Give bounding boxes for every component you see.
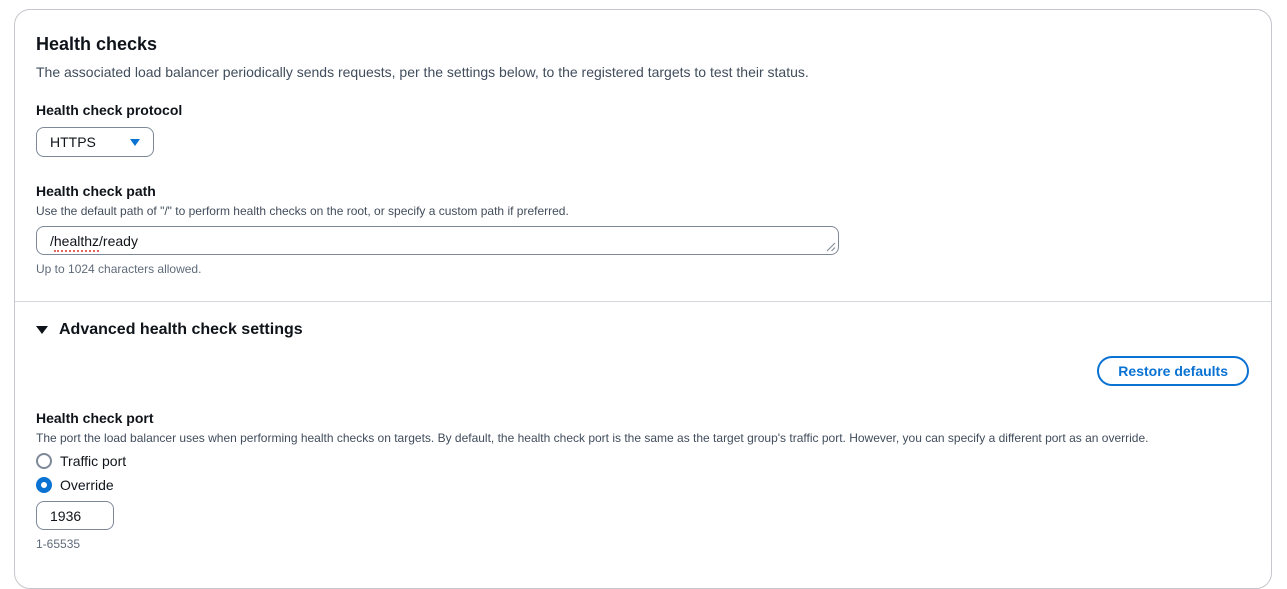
advanced-settings-section bbox=[15, 302, 1271, 572]
resize-grip-icon[interactable] bbox=[826, 242, 836, 252]
port-radio-group bbox=[36, 453, 1250, 493]
actions-row bbox=[36, 356, 1250, 386]
expander-title: Advanced health check settings bbox=[59, 321, 303, 338]
radio-checked-icon bbox=[36, 477, 52, 493]
expander-triangle-down-icon bbox=[36, 326, 48, 334]
radio-override[interactable] bbox=[36, 477, 1250, 493]
override-port-input[interactable] bbox=[36, 501, 114, 530]
radio-unchecked-icon bbox=[36, 453, 52, 469]
port-field bbox=[36, 409, 1250, 552]
protocol-field bbox=[36, 101, 1250, 157]
radio-traffic-port[interactable] bbox=[36, 453, 1250, 469]
port-constraint: 1-65535 bbox=[36, 537, 81, 551]
path-field bbox=[36, 182, 1250, 277]
page-title: Health checks bbox=[36, 34, 158, 54]
protocol-selected-value: HTTPS bbox=[50, 134, 96, 150]
port-description: The port the load balancer uses when performing health checks on targets. By default, the health check port is the same as the target group's traffic port. However, you can specify a different port as an override. bbox=[36, 431, 1149, 445]
path-input[interactable] bbox=[36, 226, 839, 255]
radio-override-label: Override bbox=[60, 477, 114, 493]
health-checks-card bbox=[14, 9, 1272, 589]
advanced-settings-expander[interactable] bbox=[36, 320, 303, 340]
port-label: Health check port bbox=[36, 410, 154, 426]
path-value: /healthz/ready bbox=[50, 233, 138, 249]
protocol-label: Health check protocol bbox=[36, 102, 183, 118]
path-constraint: Up to 1024 characters allowed. bbox=[36, 262, 202, 276]
triangle-down-icon bbox=[130, 139, 140, 146]
health-checks-section bbox=[15, 10, 1271, 301]
restore-defaults-button[interactable]: Restore defaults bbox=[1097, 356, 1249, 386]
path-description: Use the default path of "/" to perform health checks on the root, or specify a custom path if preferred. bbox=[36, 204, 569, 218]
protocol-select[interactable] bbox=[36, 127, 154, 157]
section-description: The associated load balancer periodically sends requests, per the settings below, to the registered targets to test their status. bbox=[36, 64, 809, 80]
radio-traffic-port-label: Traffic port bbox=[60, 453, 127, 469]
misspelled-word: healthz bbox=[54, 233, 99, 252]
path-label: Health check path bbox=[36, 183, 156, 199]
